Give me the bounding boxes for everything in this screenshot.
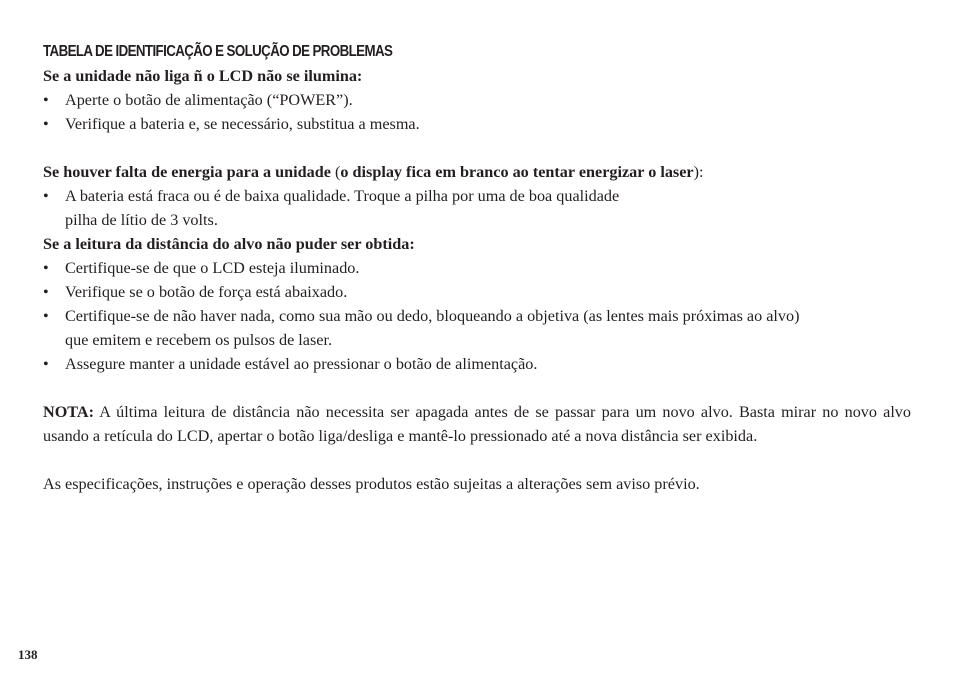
section1-title: Se a unidade não liga ñ o LCD não se ilumina: (43, 67, 363, 85)
list-item-text: Certifique-se de não haver nada, como sua mão ou dedo, bloqueando a objetiva (as lentes mais próximas ao alvo) (65, 307, 800, 325)
section2-title (43, 160, 911, 184)
document-page (43, 40, 911, 496)
section3-title: Se a leitura da distância do alvo não puder ser obtida: (43, 235, 415, 253)
list-item (43, 88, 911, 112)
list-item-text: Verifique a bateria e, se necessário, substitua a mesma. (65, 115, 420, 133)
section2-title-part-a: Se houver falta de energia para a unidade (43, 163, 331, 181)
list-item (43, 304, 911, 352)
section-heading: TABELA DE IDENTIFICAÇÃO E SOLUÇÃO DE PROBLEMAS (43, 43, 393, 60)
list-item-text-continued: que emitem e recebem os pulsos de laser. (65, 331, 333, 349)
page-number: 138 (18, 647, 38, 662)
section2-title-close: ): (693, 163, 704, 181)
list-item-text: Certifique-se de que o LCD esteja iluminado. (65, 259, 360, 277)
bullet-icon: • (43, 283, 49, 301)
bullet-icon: • (43, 307, 49, 325)
bullet-icon: • (43, 187, 49, 205)
bullet-icon: • (43, 259, 49, 277)
spacer (43, 376, 911, 400)
note-text: A última leitura de distância não necessita ser apagada antes de se passar para um novo alvo. Basta mirar no novo alvo usando a retícula do LCD, apertar o botão liga/desliga e mantê-lo pressionado até a nova distância ser exibida. (43, 403, 911, 445)
section2-title-open: ( (330, 163, 341, 181)
list-item-text: A bateria está fraca ou é de baixa qualidade. Troque a pilha por uma de boa qualidade (65, 187, 620, 205)
bullet-icon: • (43, 355, 49, 373)
list-item-text: Assegure manter a unidade estável ao pressionar o botão de alimentação. (65, 355, 538, 373)
list-item (43, 352, 911, 376)
list-item (43, 280, 911, 304)
list-item-text-continued: pilha de lítio de 3 volts. (65, 211, 218, 229)
note-label: NOTA: (43, 403, 94, 421)
note-paragraph (43, 400, 911, 448)
spacer (43, 448, 911, 472)
spacer (43, 136, 911, 160)
disclaimer-text: As especificações, instruções e operação desses produtos estão sujeitas a alterações sem aviso prévio. (43, 475, 700, 493)
bullet-icon: • (43, 115, 49, 133)
section2-title-part-b: o display fica em branco ao tentar energizar o laser (340, 163, 694, 181)
list-item-text: Verifique se o botão de força está abaixado. (65, 283, 348, 301)
list-item (43, 184, 911, 232)
list-item (43, 112, 911, 136)
list-item-text: Aperte o botão de alimentação (“POWER”). (65, 91, 353, 109)
list-item (43, 256, 911, 280)
bullet-icon: • (43, 91, 49, 109)
